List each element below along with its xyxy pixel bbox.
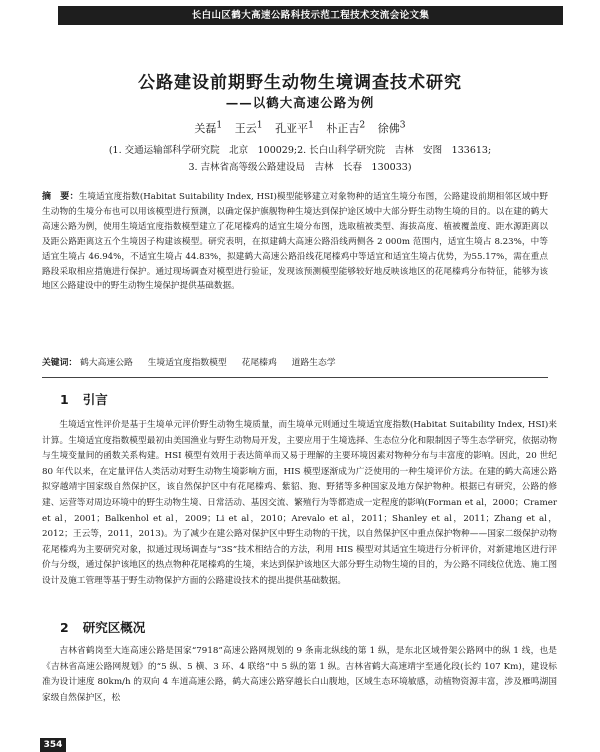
author: 朴正吉$^2$: [326, 119, 366, 135]
section-title: 引言: [82, 392, 108, 407]
running-header: 长白山区鹤大高速公路科技示范工程技术交流会论文集: [58, 6, 563, 25]
section-heading: [60, 390, 108, 408]
author: 徐佛$^3$: [377, 119, 406, 135]
abstract: [42, 190, 548, 294]
keywords-label: 关键词：: [42, 358, 78, 368]
section-number: 1: [60, 392, 69, 407]
author: 王云$^1$: [234, 119, 263, 135]
divider: [42, 377, 548, 378]
body-paragraph: 生境适宜性评价是基于生境单元评价野生动物生境质量，而生境单元则通过生境适宜度指数(Habitat Suitability Index, HSI)来计算。生境适宜度指数模型最初由美国渔业与野生动物局开发，主要应用于生境选择、生态位分化和限制因子等生态学研究，依据动物与生境变量间的函数关系构建。HSI 模型有效用于表达简单而又易于理解的主要环境因素对物种分布与丰富度的影响。因此，20 世纪 80 年代以来，在定量评估人类活动对野生动物生境影响方面，HIS 模型逐渐成为广泛使用的一种生境评价方法。在建的鹤大高速公路拟穿越靖宇国家级自然保护区，该自然保护区中有花尾榛鸡、紫貂、狍、野猪等多种国家及地方保护物种。根据已有研究，公路的修建、运营等对周边环境中的野生动物生境、日常活动、基因交流、繁殖行为等都造成一定程度的影响(Forman et al，2000；Cramer et al，2001；Balkenhol et al，2009；Li et al，2010；Arevalo et al，2011；Shanley et al，2011；Zhang et al，2012；王云等，2011，2013)。为了减少在建公路对保护区中野生动物的干扰，以自然保护区中重点保护物种——国家二级保护动物花尾榛鸡为主要研究对象，拟通过现场调查与“3S”技术相结合的方法，利用 HIS 模型对其适宜生境进行分析评价，对新建地区进行评价与分级，通过保护该地区的热点物种花尾榛鸡的生境，来达到保护该地区大部分野生动物生境的目的，为公路不同线位优选、施工图设计及施工管理等基于野生动物保护方面的公路建设技术的提出提供基础数据。: [42, 420, 557, 586]
paper-subtitle: ——以鹤大高速公路为例: [225, 95, 375, 110]
author-list: [0, 119, 600, 136]
abstract-label: 摘 要：: [42, 192, 79, 202]
keywords: [42, 355, 548, 368]
author: 孔亚平$^1$: [275, 119, 314, 135]
section-heading: [60, 618, 145, 636]
abstract-text: 生境适宜度指数(Habitat Suitability Index, HSI)模型能够建立对象物种的适宜生境分布图，公路建设前期相邻区域中野生动物的生境分布也可以用该模型进行预测，以确定保护旗舰物种生境达到保护途区域中大部分野生动物生境的目的。以在建的鹤大高速公路为例，使用生境适宜度指数模型建立了花尾榛鸡的适宜生境分布图，选取植被类型、海拔高度、植被覆盖度、距水源距离以及距公路距离这五个生境因子构建该模型。研究表明，在拟建鹤大高速公路沿线两侧各 2 000m 范围内，适宜生境占 8.23%，中等适宜生境占 46.94%，不适宜生境占 44.83%，拟建鹤大高速公路沿线花尾榛鸡中等适宜和适宜生境占优势，为55.17%，需在重点路段采取相应措施进行保护。通过现场调查对模型进行验证，发现该预测模型能够较好地反映该地区的花尾榛鸡分布特征，能够为该地区公路建设中的野生动物生境保护提供基础数据。: [42, 192, 548, 292]
paper-title: 公路建设前期野生动物生境调查技术研究: [138, 73, 462, 93]
keyword: 鹤大高速公路: [80, 358, 133, 368]
keyword: 花尾榛鸡: [241, 358, 277, 368]
affiliation-line: (1. 交通运输部科学研究院 北京 100029;2. 长白山科学研究院 吉林 安图 133613;: [108, 145, 492, 156]
section-number: 2: [60, 620, 69, 635]
affiliation-line: 3. 吉林省高等级公路建设局 吉林 长春 130033): [188, 162, 412, 173]
keyword: 道路生态学: [291, 358, 336, 368]
keyword: 生境适宜度指数模型: [147, 358, 227, 368]
section-title: 研究区概况: [82, 620, 146, 635]
author: 关磊$^1$: [194, 119, 223, 135]
page-number: 354: [40, 738, 66, 752]
body-paragraph: 吉林省鹤岗至大连高速公路是国家“7918”高速公路网规划的 9 条南北纵线的第 1 纵，是东北区域骨架公路网中的纵 1 线，也是《吉林省高速公路网规划》的“5 纵、5 横、3 环、4 联络”中 5 纵的第 1 纵。吉林省鹤大高速靖宇至通化段(长约 107 Km)，建设标准为设计速度 80km/h 的双向 4 车道高速公路，鹤大高速公路穿越长白山腹地，区域生态环境敏感，动植物资源丰富，涉及雁鸣湖国家级自然保护区，松: [42, 646, 557, 703]
